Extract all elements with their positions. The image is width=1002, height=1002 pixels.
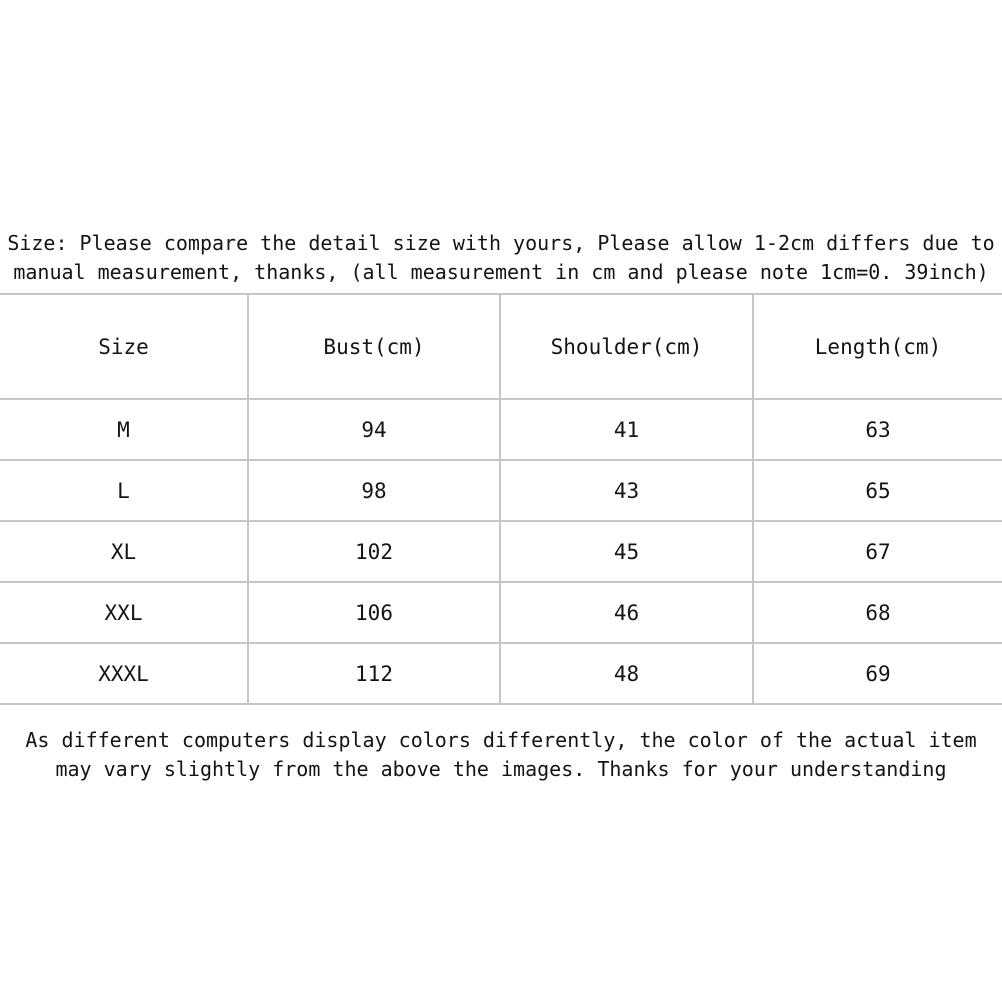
table-row (0, 582, 1002, 643)
cell-size: XL (0, 521, 248, 582)
cell-bust: 98 (248, 460, 500, 521)
table-row (0, 399, 1002, 460)
color-disclaimer-line-1: As different computers display colors differently, the color of the actual item (25, 728, 977, 752)
color-disclaimer-line-2: may vary slightly from the above the images. Thanks for your understanding (55, 757, 947, 781)
cell-shoulder: 48 (500, 643, 753, 704)
table-row (0, 643, 1002, 704)
cell-length: 68 (753, 582, 1002, 643)
cell-length: 69 (753, 643, 1002, 704)
table-row (0, 521, 1002, 582)
column-header-length: Length(cm) (753, 294, 1002, 399)
measurement-disclaimer-line-2: manual measurement, thanks, (all measurement in cm and please note 1cm=0. 39inch) (13, 260, 989, 284)
column-header-size: Size (0, 294, 248, 399)
table-row (0, 460, 1002, 521)
measurement-disclaimer-line-1: Size: Please compare the detail size with yours, Please allow 1-2cm differs due to (7, 231, 995, 255)
column-header-shoulder: Shoulder(cm) (500, 294, 753, 399)
cell-shoulder: 45 (500, 521, 753, 582)
cell-bust: 102 (248, 521, 500, 582)
cell-shoulder: 43 (500, 460, 753, 521)
cell-bust: 94 (248, 399, 500, 460)
cell-length: 65 (753, 460, 1002, 521)
cell-bust: 106 (248, 582, 500, 643)
cell-size: L (0, 460, 248, 521)
table-header-row (0, 294, 1002, 399)
column-header-bust: Bust(cm) (248, 294, 500, 399)
cell-shoulder: 41 (500, 399, 753, 460)
cell-size: XXL (0, 582, 248, 643)
cell-length: 63 (753, 399, 1002, 460)
cell-shoulder: 46 (500, 582, 753, 643)
measurement-disclaimer-note (0, 229, 1002, 287)
cell-size: M (0, 399, 248, 460)
size-chart-table (0, 293, 1002, 705)
cell-length: 67 (753, 521, 1002, 582)
color-disclaimer-note (0, 726, 1002, 784)
cell-bust: 112 (248, 643, 500, 704)
cell-size: XXXL (0, 643, 248, 704)
